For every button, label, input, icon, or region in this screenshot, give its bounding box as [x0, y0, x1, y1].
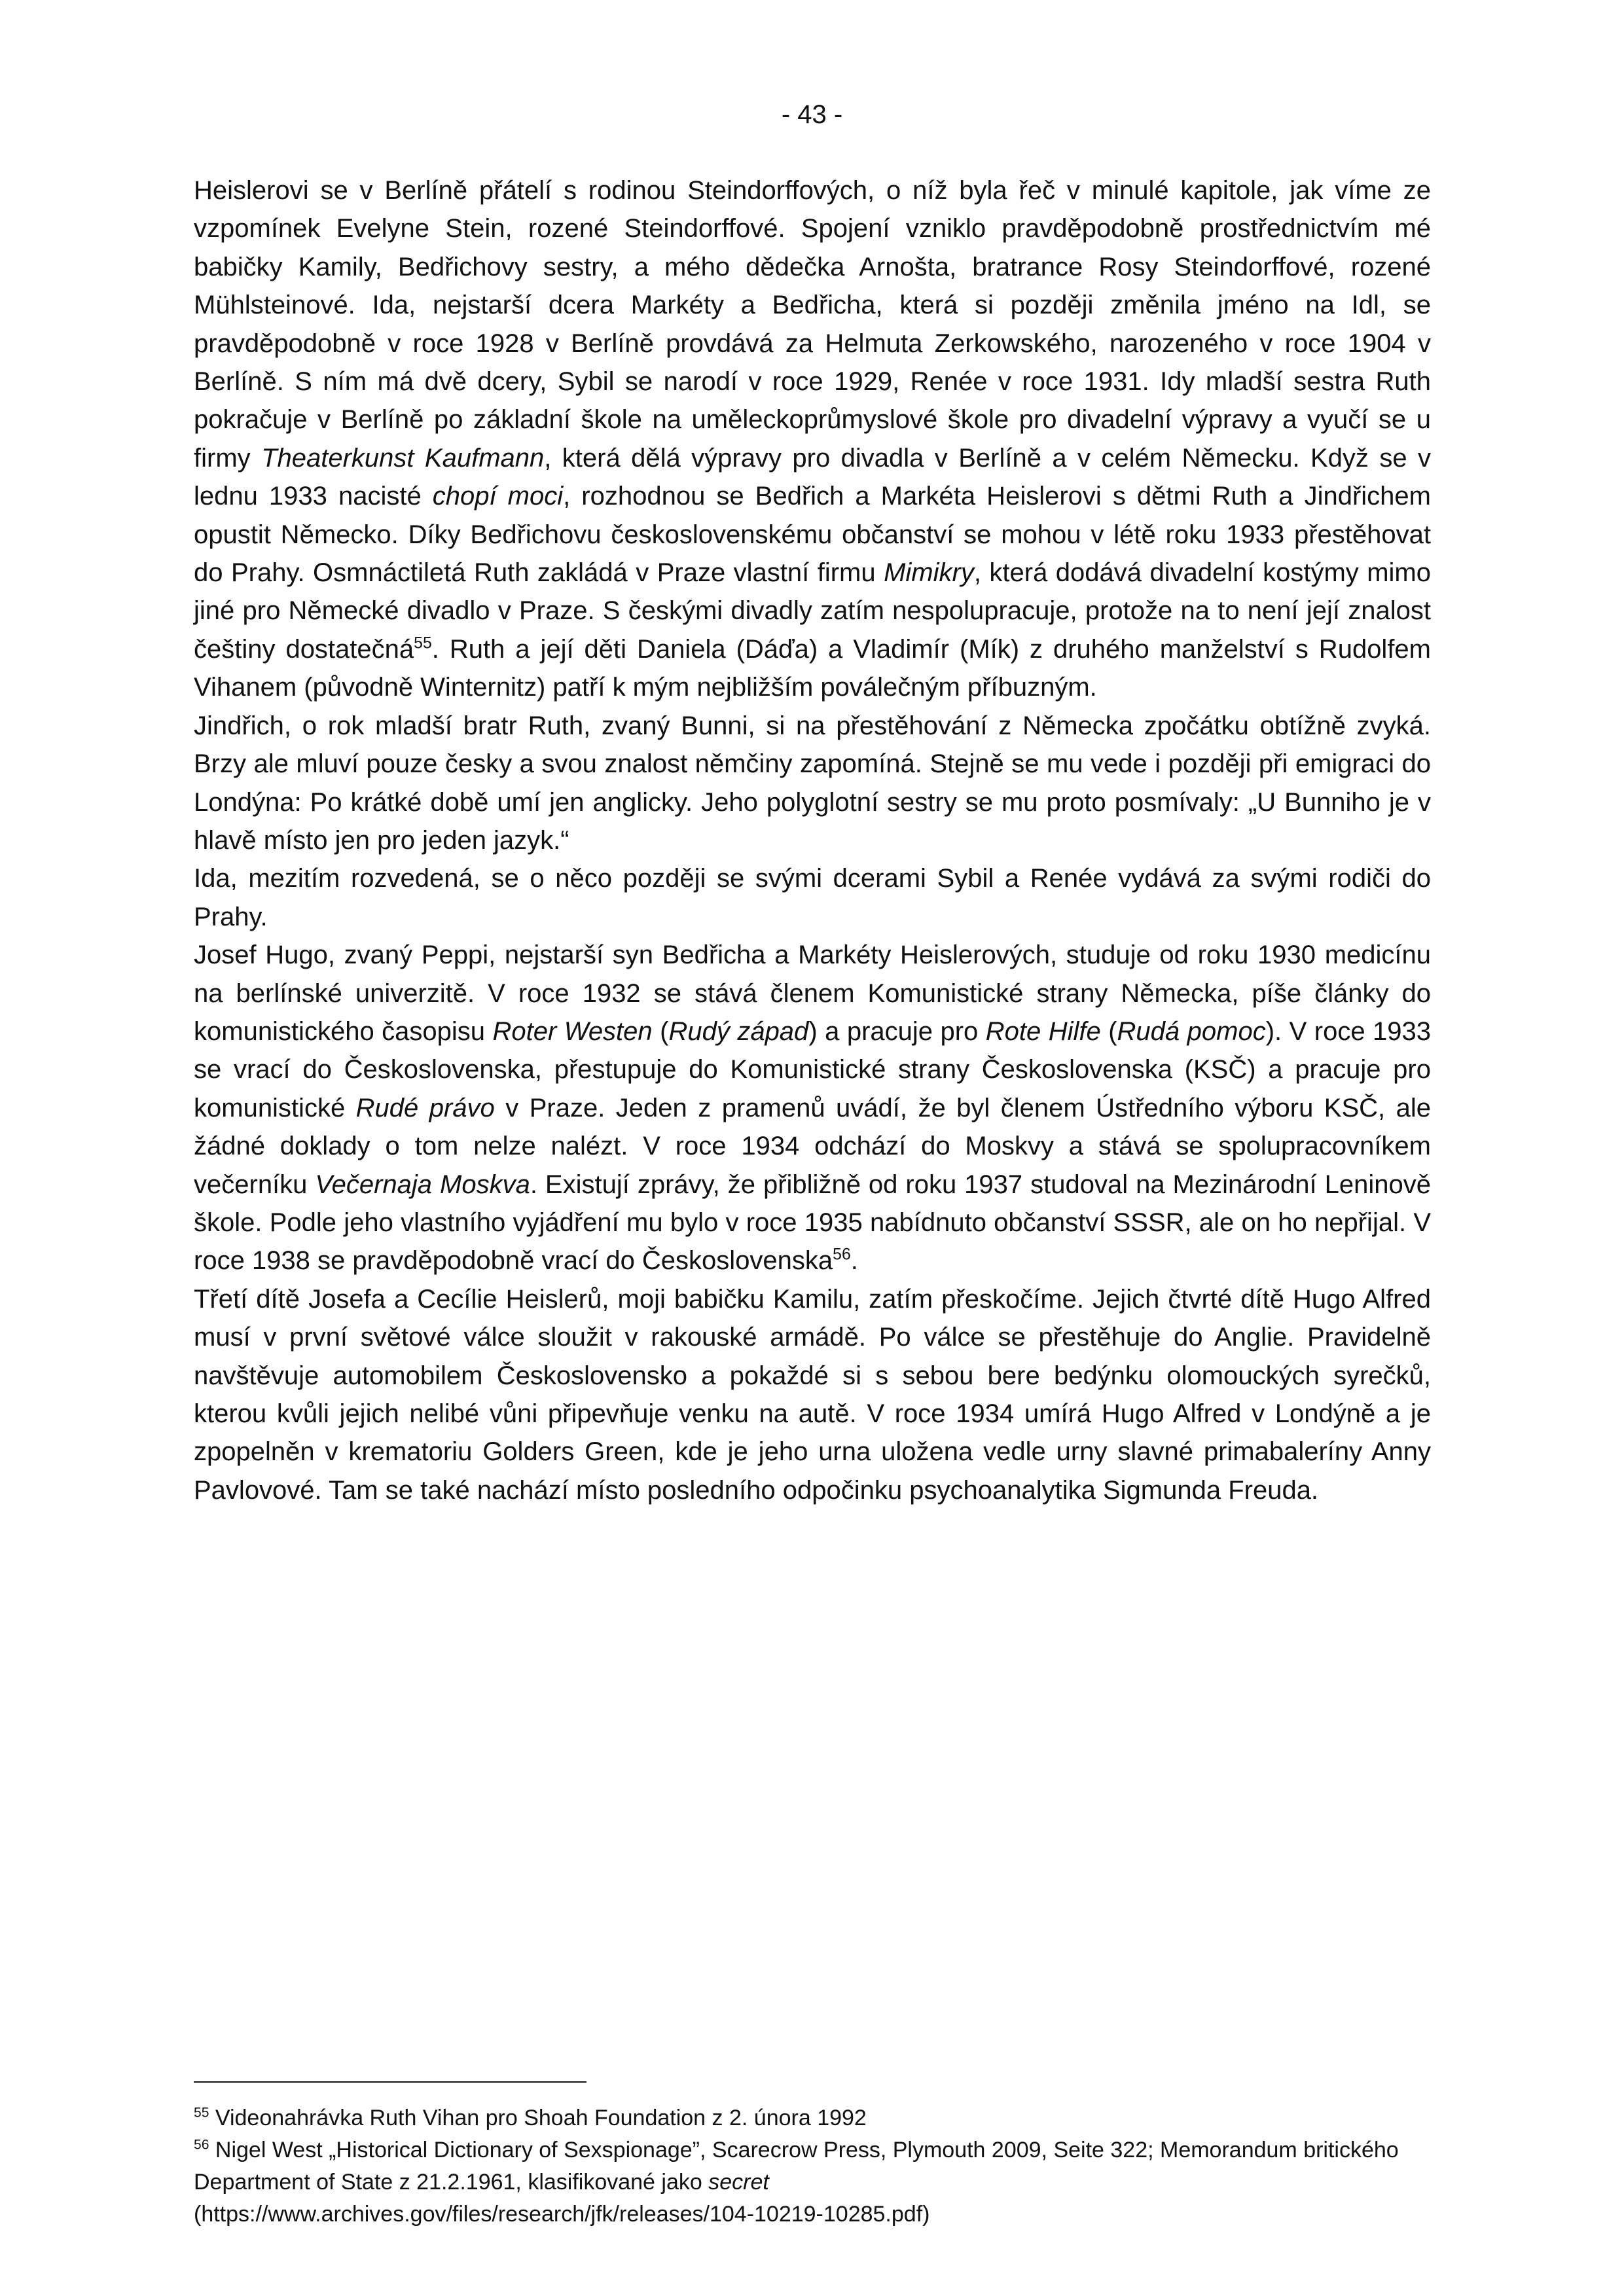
text-run: (	[652, 1016, 669, 1046]
text-run: .	[850, 1246, 858, 1276]
italic-text: Večernaja Moskva	[315, 1170, 530, 1199]
text-run: Josef Hugo, zvaný Peppi, nejstarší syn Bedřicha a Markéty Heislerových, studuje od roku 1930 medicínu na berlínské univerzitě. V roce 1932 se stává členem Komunistické strany Německa, píše články do komunistického časopisu	[194, 941, 1431, 1046]
text-run: Ida, mezitím rozvedená, se o něco později se svými dcerami Sybil a Renée vydává za svými rodiči do Prahy.	[194, 864, 1431, 931]
text-run: Třetí dítě Josefa a Cecílie Heislerů, moji babičku Kamilu, zatím přeskočíme. Jejich čtvrté dítě Hugo Alfred musí v první světové válce sloužit v rakouské armádě. Po válce se přestěhuje do Anglie. Pravidelně navštěvuje automobilem Československo a pokaždé si s sebou bere bedýnku olomouckých syrečků, kterou kvůli jejich nelibé vůni připevňuje venku na autě. V roce 1934 umírá Hugo Alfred v Londýně a je zpopelněn v krematoriu Golders Green, kde je jeho urna uložena vedle urny slavné primabaleríny Anny Pavlovové. Tam se také nachází místo posledního odpočinku psychoanalytika Sigmunda Freuda.	[194, 1284, 1431, 1505]
text-run: ) a pracuje pro	[808, 1016, 986, 1046]
italic-text: Rudý západ	[668, 1016, 809, 1046]
footnote-ref: 55	[414, 634, 432, 653]
text-run: ). V roce 1933 se vrací do Československa, přestupuje do Komunistické strany Československa (KSČ) a pracuje pro komunistické	[194, 1016, 1432, 1122]
italic-text: Rudé právo	[355, 1093, 495, 1122]
text-run: v Praze. Jeden z pramenů uvádí, že byl členem Ústředního výboru KSČ, ale žádné doklady o tom nelze nalézt. V roce 1934 odchází do Moskvy a stává se spolupracovníkem večerníku	[194, 1093, 1432, 1199]
italic-text: Theaterkunst Kaufmann	[261, 443, 545, 473]
footnote-55	[194, 2102, 1431, 2134]
italic-text: Rudá pomoc	[1117, 1016, 1266, 1046]
footnote-separator	[194, 2081, 586, 2083]
footnote-56	[194, 2134, 1431, 2198]
text-run: , která dělá výpravy pro divadla v Berlíně a v celém Německu. Když se v lednu 1933 nacisté	[194, 443, 1431, 511]
text-run: Heislerovi se v Berlíně přátelí s rodinou Steindorffových, o níž byla řeč v minulé kapitole, jak víme ze vzpomínek Evelyne Stein, rozené Steindorffové. Spojení vzniklo pravděpodobně prostřednictvím mé babičky Kamily, Bedřichovy sestry, a mého dědečka Arnošta, bratrance Rosy Steindorffové, rozené Mühlsteinové. Ida, nejstarší dcera Markéty a Bedřicha, která si později změnila jméno na Idl, se pravděpodobně v roce 1928 v Berlíně provdává za Helmuta Zerkowského, narozeného v roce 1904 v Berlíně. S ním má dvě dcery, Sybil se narodí v roce 1929, Renée v roce 1931. Idy mladší sestra Ruth pokračuje v Berlíně po základní škole na uměleckoprůmyslové škole pro divadelní výpravy a vyučí se u firmy	[194, 176, 1431, 473]
footnote-56-url	[194, 2198, 1431, 2231]
italic-text: secret	[708, 2170, 769, 2195]
text-run: , která dodává divadelní kostýmy mimo jiné pro Německé divadlo v Praze. S českými divadly zatím nespolupracuje, protože na to není její znalost češtiny dostatečná	[194, 558, 1431, 664]
text-run: Nigel West „Historical Dictionary of Sexspionage”, Scarecrow Press, Plymouth 2009, Seite 322; Memorandum britického Department of State z 21.2.1961, klasifikované jako	[194, 2138, 1399, 2195]
paragraph-hugo-alfred	[194, 1280, 1431, 1509]
paragraph-jindrich-bunni	[194, 707, 1431, 860]
footnote-ref: 55	[194, 2105, 209, 2121]
text-run: , rozhodnou se Bedřich a Markéta Heislerovi s dětmi Ruth a Jindřichem opustit Německo. Díky Bedřichovu československému občanství se mohou v létě roku 1933 přestěhovat do Prahy. Osmnáctiletá Ruth zakládá v Praze vlastní firmu	[194, 482, 1431, 588]
footnote-ref: 56	[194, 2137, 209, 2153]
text-run: . Ruth a její děti Daniela (Dáďa) a Vladimír (Mík) z druhého manželství s Rudolfem Vihanem (původně Winternitz) patří k mým nejbližším poválečným příbuzným.	[194, 634, 1432, 702]
text-run: . Existují zprávy, že přibližně od roku 1937 studoval na Mezinárodní Leninově škole. Podle jeho vlastního vyjádření mu bylo v roce 1935 nabídnuto občanství SSSR, ale on ho nepřijal. V roce 1938 se pravděpodobně vrací do Československa	[194, 1170, 1432, 1276]
italic-text: Rote Hilfe	[985, 1016, 1101, 1046]
text-run: (	[1100, 1016, 1117, 1046]
footnote-ref: 56	[833, 1246, 851, 1265]
page-number: - 43 -	[781, 100, 843, 129]
paragraph-josef-hugo-peppi	[194, 936, 1431, 1280]
paragraph-heisler-family-berlin	[194, 171, 1431, 707]
text-run: Videonahrávka Ruth Vihan pro Shoah Foundation z 2. února 1992	[209, 2106, 867, 2130]
italic-text: chopí moci	[432, 482, 564, 511]
italic-text: Roter Westen	[492, 1016, 653, 1046]
paragraph-ida-divorced	[194, 859, 1431, 936]
text-run: Jindřich, o rok mladší bratr Ruth, zvaný Bunni, si na přestěhování z Německa zpočátku obtížně zvyká. Brzy ale mluví pouze česky a svou znalost němčiny zapomíná. Stejně se mu vede i později při emigraci do Londýna: Po krátké době umí jen anglicky. Jeho polyglotní sestry se mu proto posmívaly: „U Bunniho je v hlavě místo jen pro jeden jazyk.“	[194, 711, 1431, 855]
body-text	[194, 171, 1431, 1509]
text-run: (https://www.archives.gov/files/research/jfk/releases/104-10219-10285.pdf)	[194, 2202, 930, 2227]
italic-text: Mimikry	[884, 558, 974, 588]
footnotes	[194, 2102, 1431, 2231]
